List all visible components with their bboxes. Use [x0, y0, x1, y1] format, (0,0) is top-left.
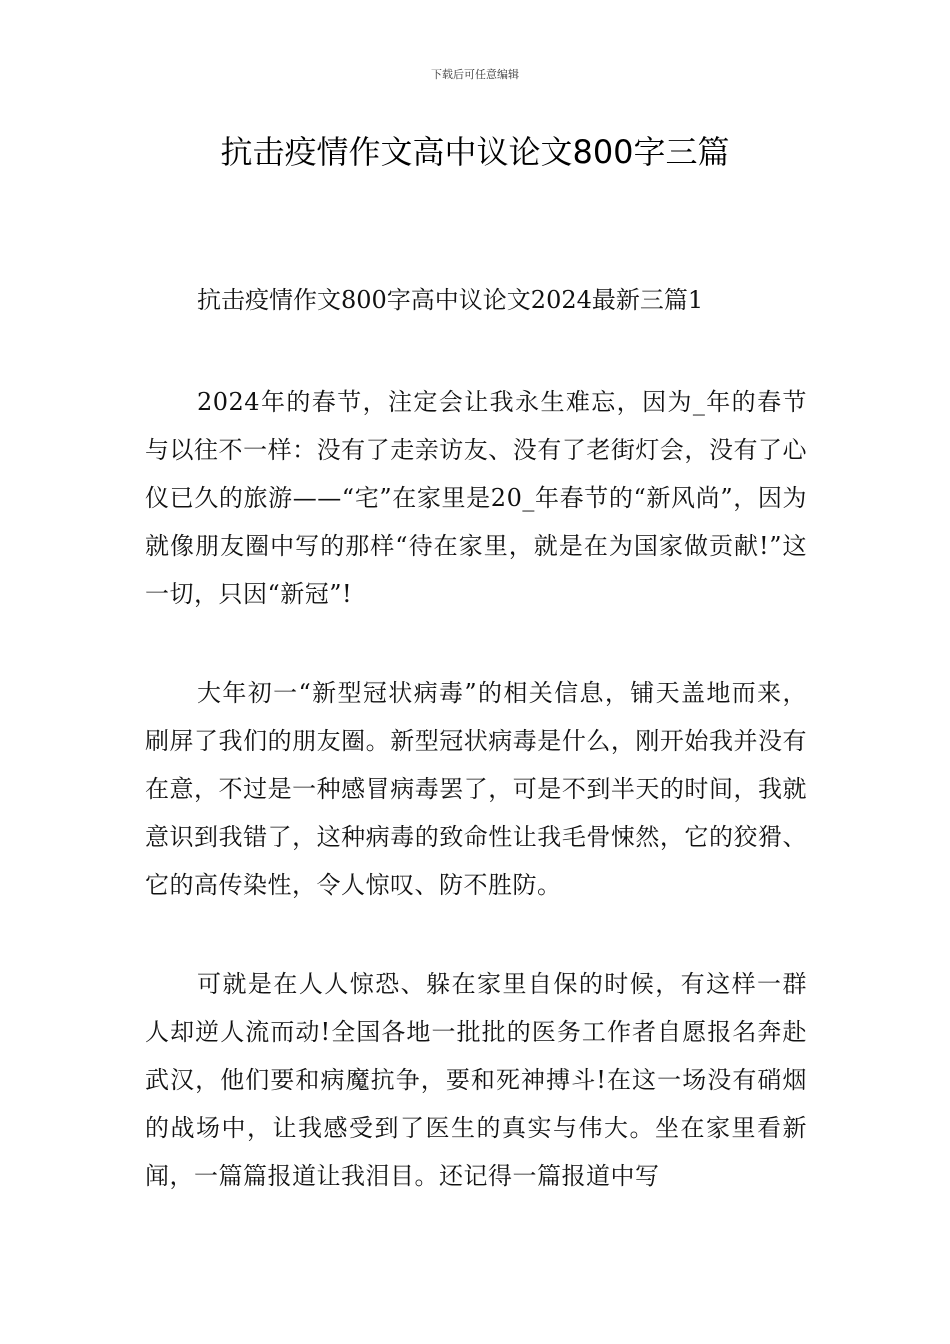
body-paragraph: 可就是在人人惊恐、躲在家里自保的时候，有这样一群人却逆人流而动!全国各地一批批的医务工作者自愿报名奔赴武汉，他们要和病魔抗争，要和死神搏斗!在这一场没有硝烟的战场中，让我感受到了医生的真实与伟大。坐在家里看新闻，一篇篇报道让我泪目。还记得一篇报道中写 — [145, 970, 807, 1190]
document-title: 抗击疫情作文高中议论文800字三篇 — [220, 133, 730, 171]
header-note: 下载后可任意编辑 — [431, 68, 519, 81]
section-heading: 抗击疫情作文800字高中议论文2024最新三篇1 — [197, 286, 704, 314]
body-paragraph: 大年初一“新型冠状病毒”的相关信息，铺天盖地而来，刷屏了我们的朋友圈。新型冠状病毒是什么，刚开始我并没有在意，不过是一种感冒病毒罢了，可是不到半天的时间，我就意识到我错了，这种病毒的致命性让我毛骨悚然，它的狡猾、它的高传染性，令人惊叹、防不胜防。 — [145, 679, 807, 899]
body-paragraph: 2024年的春节，注定会让我永生难忘，因为_年的春节与以往不一样：没有了走亲访友、没有了老街灯会，没有了心仪已久的旅游——“宅”在家里是20_年春节的“新风尚”，因为就像朋友圈中写的那样“待在家里，就是在为国家做贡献!”这一切，只因“新冠”! — [145, 388, 807, 608]
document-body — [145, 378, 807, 1251]
